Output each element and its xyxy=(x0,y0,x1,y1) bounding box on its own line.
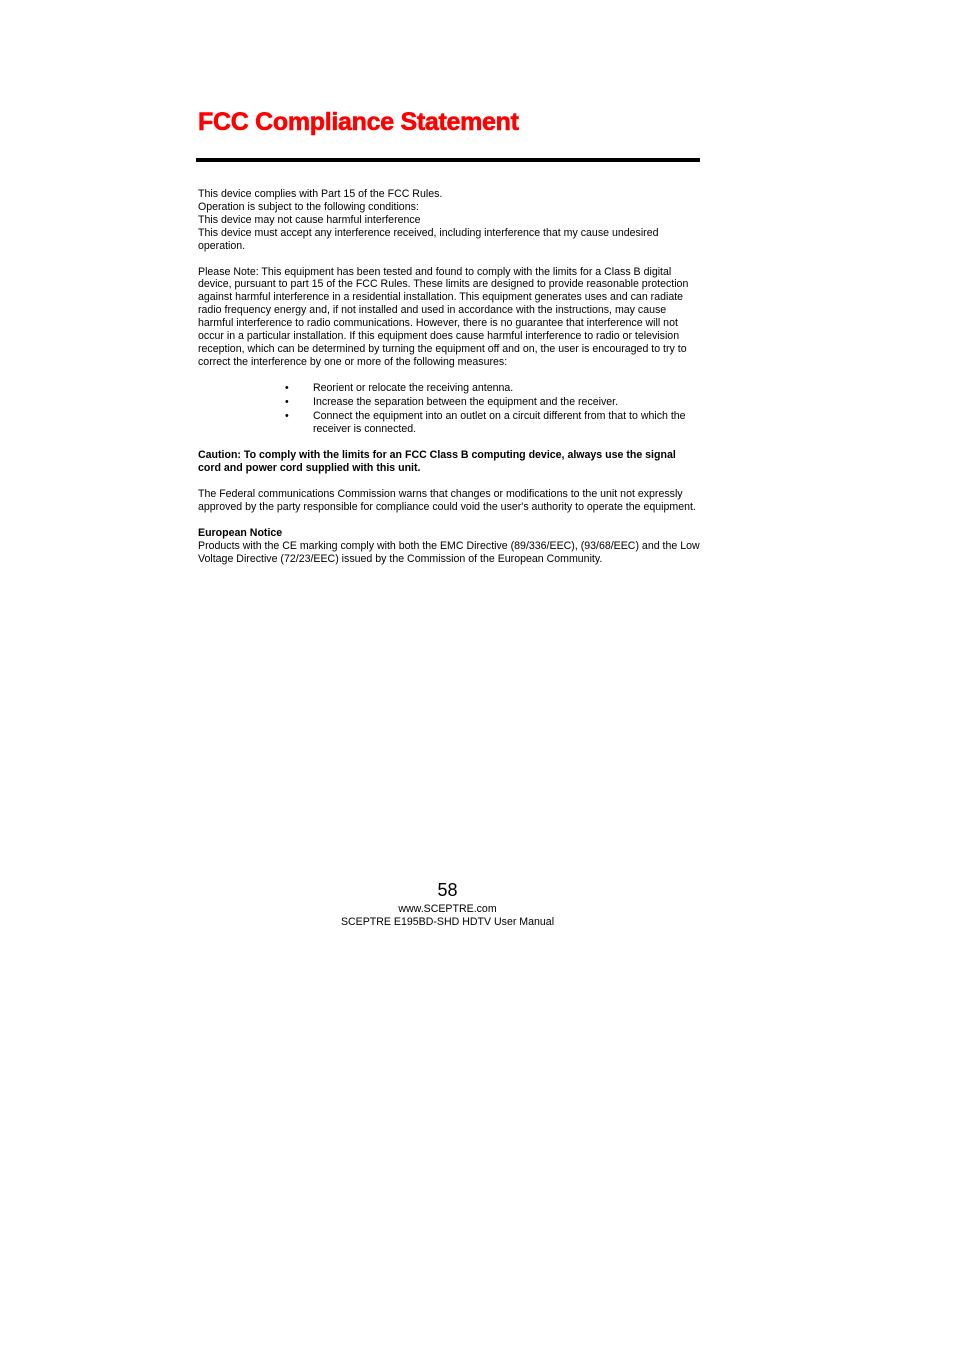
intro-block xyxy=(198,188,700,253)
bullet-icon: • xyxy=(285,381,289,394)
measure-text: Reorient or relocate the receiving antenna. xyxy=(313,381,514,394)
measure-text: Connect the equipment into an outlet on a circuit different from that to which the receiver is connected. xyxy=(313,409,686,435)
spacer xyxy=(198,475,700,488)
intro-line: This device complies with Part 15 of the FCC Rules. xyxy=(198,188,443,200)
fcc-warning-paragraph: The Federal communications Commission warns that changes or modifications to the unit not expressly approved by the party responsible for compliance could void the user's authority to operate the equipment. xyxy=(198,488,696,514)
list-item xyxy=(285,396,700,409)
footer-manual-title: SCEPTRE E195BD-SHD HDTV User Manual xyxy=(340,916,555,928)
european-notice-heading: European Notice xyxy=(198,527,283,540)
intro-line: This device must accept any interference received, including interference that my cause undesired operation. xyxy=(198,226,659,252)
bullet-icon: • xyxy=(285,395,289,408)
intro-line: Operation is subject to the following conditions: xyxy=(198,200,419,213)
list-item xyxy=(285,410,700,436)
spacer xyxy=(198,253,700,266)
note-paragraph: Please Note: This equipment has been tested and found to comply with the limits for a Class B digital device, pursuant to part 15 of the FCC Rules. These limits are designed to provide reasonable protection against harmful interference in a residential installation. This equipment generates uses and can radiate radio frequency energy and, if not installed and used in accordance with the instructions, may cause harmful interference to radio communications. However, there is no guarantee that interference will not occur in a particular installation. If this equipment does cause harmful interference to radio or television reception, which can be determined by turning the equipment off and on, the user is encouraged to try to correct the interference by one or more of the following measures: xyxy=(198,265,689,368)
measures-list xyxy=(285,382,700,436)
title-divider xyxy=(196,158,700,162)
european-notice-paragraph: Products with the CE marking comply with both the EMC Directive (89/336/EEC), (93/68/EEC) and the Low Voltage Directive (72/23/EEC) issued by the Commission of the European Community. xyxy=(198,539,700,565)
spacer xyxy=(198,369,700,382)
page-number: 58 xyxy=(437,880,458,900)
list-item xyxy=(285,382,700,395)
footer-url: www.SCEPTRE.com xyxy=(398,903,497,915)
document-body xyxy=(198,188,700,566)
spacer xyxy=(198,436,700,449)
caution-paragraph: Caution: To comply with the limits for an FCC Class B computing device, always use the signal cord and power cord supplied with this unit. xyxy=(198,449,676,475)
bullet-icon: • xyxy=(285,409,289,422)
intro-line: This device may not cause harmful interference xyxy=(198,213,421,226)
spacer xyxy=(198,514,700,527)
page-title: FCC Compliance Statement xyxy=(198,108,519,136)
measure-text: Increase the separation between the equipment and the receiver. xyxy=(313,395,619,408)
